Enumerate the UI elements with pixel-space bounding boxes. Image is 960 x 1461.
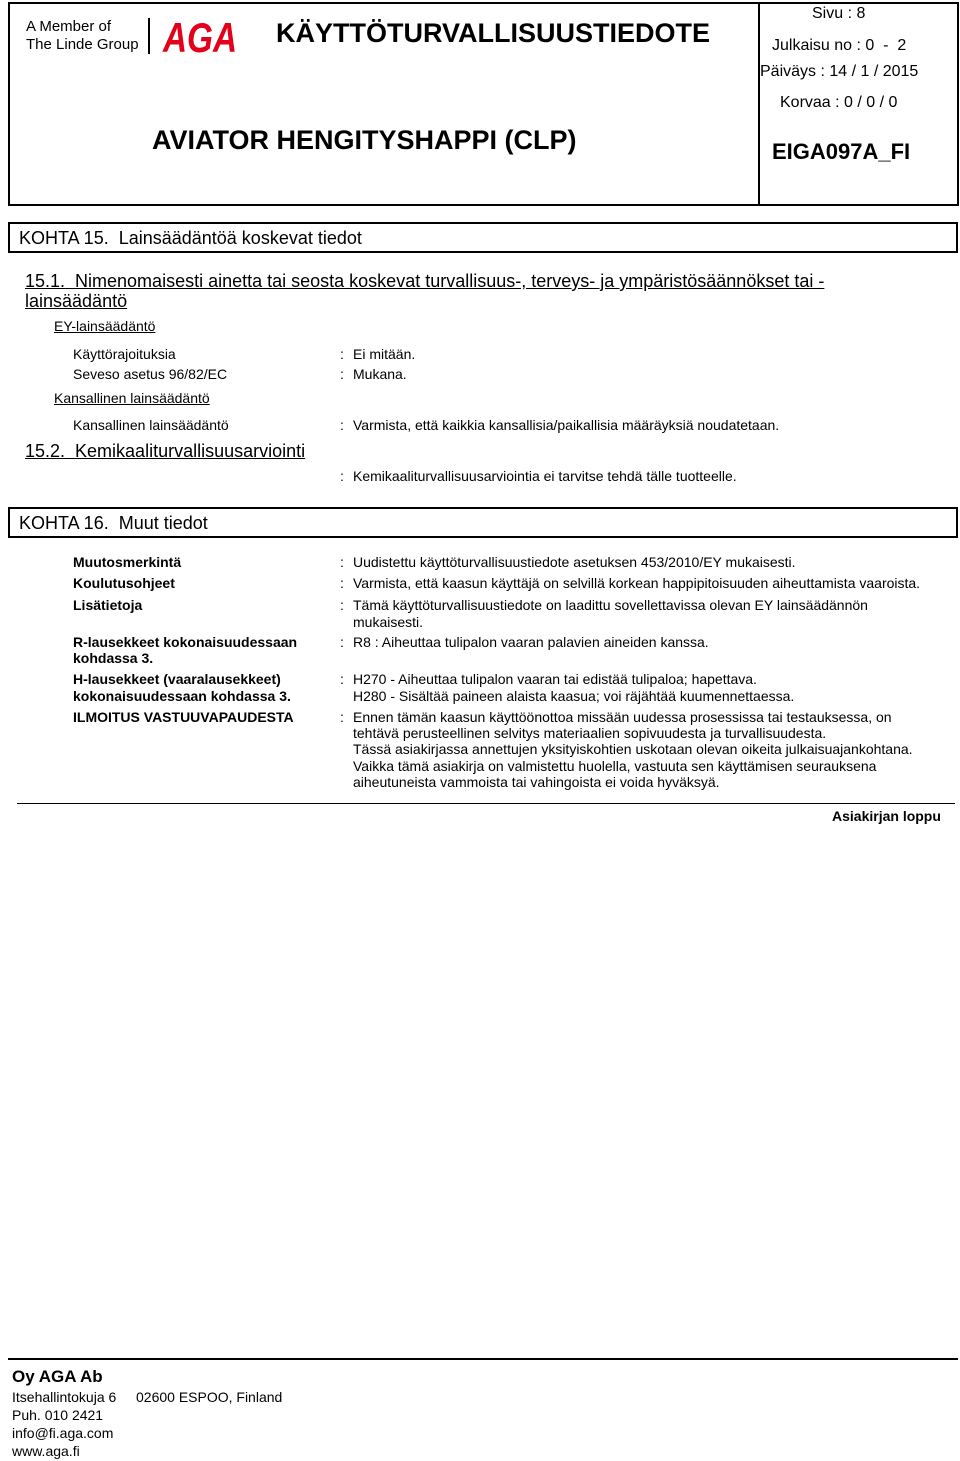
section-16-title: KOHTA 16. Muut tiedot [19, 513, 208, 533]
seveso-value: Mukana. [353, 366, 407, 382]
r-phrases-label-line-2: kohdassa 3. [73, 650, 154, 666]
disclaimer-colon: : [340, 709, 344, 725]
footer-street: Itsehallintokuja 6 [12, 1389, 117, 1405]
aga-logo-text: AGA [162, 14, 237, 61]
footer-website[interactable]: www.aga.fi [12, 1443, 80, 1459]
national-legislation-value: Varmista, että kaikkia kansallisia/paikallisia määräyksiä noudatetaan. [353, 417, 780, 433]
footer-company: Oy AGA Ab [12, 1367, 103, 1386]
aga-logo-icon [162, 14, 239, 61]
eu-legislation-heading: EY-lainsäädäntö [54, 318, 156, 334]
r-phrases-value: R8 : Aiheuttaa tulipalon vaaran palavien aineiden kanssa. [353, 634, 709, 650]
disclaimer-label: ILMOITUS VASTUUVAPAUDESTA [73, 709, 294, 725]
revision-note-colon: : [340, 554, 344, 570]
footer-email[interactable]: info@fi.aga.com [12, 1425, 114, 1441]
replaces-version: Korvaa : 0 / 0 / 0 [780, 94, 898, 111]
national-legislation-label: Kansallinen lainsäädäntö [73, 417, 229, 433]
footer-phone: Puh. 010 2421 [12, 1407, 104, 1423]
restrictions-colon: : [340, 346, 344, 362]
disclaimer-line-4: Vaikka tämä asiakirja on valmistettu huolella, vastuuta sen käyttämisen seurauksena [353, 758, 877, 774]
seveso-label: Seveso asetus 96/82/EC [73, 366, 228, 382]
section-16-bar [8, 507, 958, 538]
revision-date: Päiväys : 14 / 1 / 2015 [760, 63, 919, 80]
header-divider [758, 4, 760, 204]
footer-city: 02600 ESPOO, Finland [136, 1389, 283, 1405]
chemical-safety-colon: : [340, 468, 344, 484]
subsection-15-1-title-line-2: lainsäädäntö [25, 291, 128, 311]
h-phrases-label-line-1: H-lausekkeet (vaaralausekkeet) [73, 671, 281, 687]
end-of-document: Asiakirjan loppu [832, 808, 941, 824]
section-15-bar [8, 222, 958, 253]
edition-number: Julkaisu no : 0 - 2 [772, 37, 907, 54]
additional-info-line-1: Tämä käyttöturvallisuustiedote on laadittu sovellettavissa olevan EY lainsäädännön [353, 597, 868, 613]
training-label: Koulutusohjeet [73, 575, 175, 591]
h-phrases-colon: : [340, 671, 344, 687]
national-legislation-heading: Kansallinen lainsäädäntö [54, 390, 210, 406]
subsection-15-1-title-line-1: 15.1. Nimenomaisesti ainetta tai seosta koskevat turvallisuus-, terveys- ja ympäristösäännökset tai - [25, 271, 825, 291]
chemical-safety-value: Kemikaaliturvallisuusarviointia ei tarvitse tehdä tälle tuotteelle. [353, 468, 737, 484]
r-phrases-colon: : [340, 634, 344, 650]
document-code: EIGA097A_FI [772, 139, 911, 164]
disclaimer-line-3: Tässä asiakirjassa annettujen yksityiskohtien uskotaan olevan oikeita julkaisuajankohtana. [353, 741, 913, 757]
disclaimer-line-1: Ennen tämän kaasun käyttöönottoa missään uudessa prosessissa tai testauksessa, on [353, 709, 892, 725]
revision-note-value: Uudistettu käyttöturvallisuustiedote asetuksen 453/2010/EY mukaisesti. [353, 554, 796, 570]
h-phrases-line-1: H270 - Aiheuttaa tulipalon vaaran tai edistää tulipaloa; hapettava. [353, 671, 757, 687]
h-phrases-line-2: H280 - Sisältää paineen alaista kaasua; voi räjähtää kuumennettaessa. [353, 688, 795, 704]
additional-info-label: Lisätietoja [73, 597, 143, 613]
page-number: Sivu : 8 [812, 5, 866, 22]
additional-info-line-2: mukaisesti. [353, 614, 424, 630]
footer-rule [8, 1358, 958, 1360]
subsection-15-2-title: 15.2. Kemikaaliturvallisuusarviointi [25, 441, 306, 461]
logo-separator [148, 18, 150, 54]
training-value: Varmista, että kaasun käyttäjä on selvillä korkean happipitoisuuden aiheuttamista vaaroista. [353, 575, 921, 591]
national-legislation-colon: : [340, 417, 344, 433]
section-15-title: KOHTA 15. Lainsäädäntöä koskevat tiedot [19, 228, 362, 248]
product-name: AVIATOR HENGITYSHAPPI (CLP) [152, 125, 577, 155]
restrictions-value: Ei mitään. [353, 346, 416, 362]
r-phrases-label-line-1: R-lausekkeet kokonaisuudessaan [73, 634, 298, 650]
restrictions-label: Käyttörajoituksia [73, 346, 176, 362]
linde-line-2: The Linde Group [26, 36, 139, 53]
end-rule [17, 803, 955, 804]
training-colon: : [340, 575, 344, 591]
disclaimer-line-2: tehtävä perusteellinen selvitys materiaalien sopivuudesta ja turvallisuudesta. [353, 725, 827, 741]
disclaimer-line-5: aiheutuneista vammoista tai vahingoista ei voida hyväksyä. [353, 774, 720, 790]
revision-note-label: Muutosmerkintä [73, 554, 182, 570]
document-title: KÄYTTÖTURVALLISUUSTIEDOTE [276, 18, 711, 48]
additional-info-colon: : [340, 597, 344, 613]
linde-line-1: A Member of [26, 18, 112, 35]
seveso-colon: : [340, 366, 344, 382]
h-phrases-label-line-2: kokonaisuudessaan kohdassa 3. [73, 688, 291, 704]
